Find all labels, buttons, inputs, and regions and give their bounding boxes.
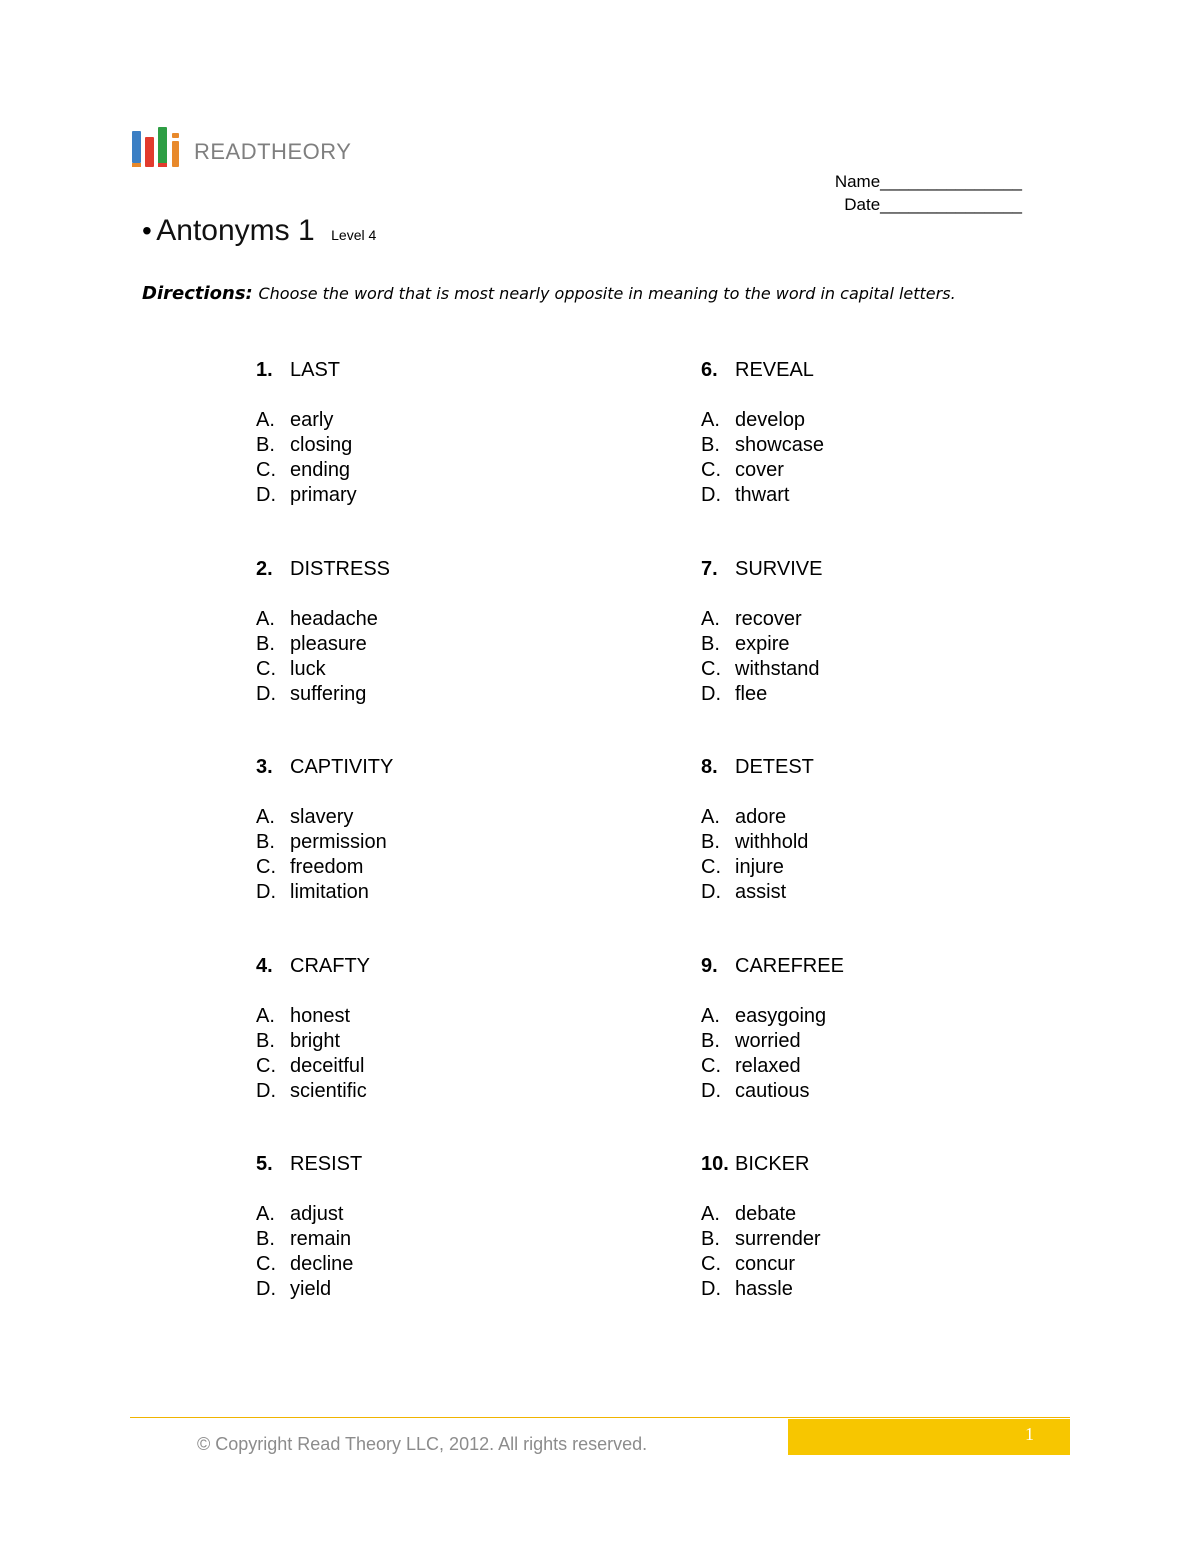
question-head bbox=[256, 755, 576, 780]
option-letter: D. bbox=[256, 1278, 276, 1300]
question-item bbox=[701, 755, 1021, 905]
answer-option bbox=[256, 433, 576, 458]
option-letter: B. bbox=[701, 1228, 720, 1250]
answer-option bbox=[701, 632, 1021, 657]
option-letter: B. bbox=[256, 633, 275, 655]
option-text: ending bbox=[290, 459, 351, 481]
answer-options bbox=[701, 1202, 1021, 1302]
answer-option bbox=[256, 458, 576, 483]
answer-option bbox=[701, 682, 1021, 707]
option-letter: C. bbox=[701, 1253, 721, 1275]
option-letter: D. bbox=[701, 1080, 721, 1102]
question-word: CAPTIVITY bbox=[290, 756, 394, 778]
question-head bbox=[701, 557, 1021, 582]
directions bbox=[142, 283, 956, 304]
option-text: suffering bbox=[290, 683, 367, 705]
option-text: showcase bbox=[735, 434, 824, 456]
question-head bbox=[701, 358, 1021, 383]
question-number: 10. bbox=[701, 1153, 729, 1175]
name-field: Name_______________ bbox=[834, 172, 1022, 191]
answer-options bbox=[701, 408, 1021, 508]
answer-option bbox=[701, 805, 1021, 830]
answer-option bbox=[701, 1079, 1021, 1104]
question-head bbox=[256, 1152, 576, 1177]
option-text: easygoing bbox=[735, 1005, 827, 1027]
answer-option bbox=[256, 483, 576, 508]
option-letter: A. bbox=[701, 409, 720, 431]
option-text: closing bbox=[290, 434, 353, 456]
question-head bbox=[256, 358, 576, 383]
option-letter: A. bbox=[256, 608, 275, 630]
question-number: 9. bbox=[701, 955, 718, 977]
answer-option bbox=[701, 1054, 1021, 1079]
option-text: flee bbox=[735, 683, 768, 705]
question-number: 5. bbox=[256, 1153, 273, 1175]
question-item bbox=[701, 954, 1021, 1104]
answer-options bbox=[701, 607, 1021, 707]
option-letter: C. bbox=[701, 1055, 721, 1077]
title-bullet: • bbox=[142, 215, 152, 246]
option-text: relaxed bbox=[735, 1055, 801, 1077]
option-letter: D. bbox=[256, 683, 276, 705]
option-text: develop bbox=[735, 409, 806, 431]
option-text: worried bbox=[735, 1030, 801, 1052]
answer-option bbox=[701, 1029, 1021, 1054]
question-item bbox=[701, 358, 1021, 508]
option-letter: B. bbox=[701, 434, 720, 456]
option-letter: A. bbox=[701, 806, 720, 828]
question-head bbox=[256, 557, 576, 582]
answer-option bbox=[256, 1202, 576, 1227]
option-letter: A. bbox=[256, 1005, 275, 1027]
option-text: primary bbox=[290, 484, 357, 506]
question-number: 3. bbox=[256, 756, 273, 778]
answer-option bbox=[256, 805, 576, 830]
question-head bbox=[701, 954, 1021, 979]
question-head bbox=[256, 954, 576, 979]
option-text: bright bbox=[290, 1030, 341, 1052]
option-text: thwart bbox=[735, 484, 790, 506]
answer-option bbox=[701, 880, 1021, 905]
option-text: assist bbox=[735, 881, 787, 903]
option-letter: C. bbox=[256, 459, 276, 481]
option-letter: D. bbox=[701, 683, 721, 705]
answer-option bbox=[256, 1054, 576, 1079]
option-letter: C. bbox=[701, 658, 721, 680]
answer-option bbox=[701, 458, 1021, 483]
option-letter: A. bbox=[701, 1005, 720, 1027]
answer-option bbox=[256, 1252, 576, 1277]
question-word: SURVIVE bbox=[735, 558, 823, 580]
option-text: honest bbox=[290, 1005, 351, 1027]
option-letter: A. bbox=[701, 1203, 720, 1225]
date-field: Date_______________ bbox=[844, 195, 1022, 214]
option-letter: A. bbox=[256, 1203, 275, 1225]
question-word: RESIST bbox=[290, 1153, 363, 1175]
copyright-text: © Copyright Read Theory LLC, 2012. All rights reserved. bbox=[197, 1434, 648, 1454]
option-text: slavery bbox=[290, 806, 354, 828]
answer-option bbox=[256, 1227, 576, 1252]
option-letter: B. bbox=[701, 633, 720, 655]
footer-divider bbox=[130, 1417, 1070, 1418]
answer-option bbox=[701, 830, 1021, 855]
option-text: adjust bbox=[290, 1203, 344, 1225]
question-number: 7. bbox=[701, 558, 718, 580]
answer-option bbox=[256, 1079, 576, 1104]
option-text: surrender bbox=[735, 1228, 821, 1250]
question-word: DISTRESS bbox=[290, 558, 391, 580]
question-item bbox=[256, 358, 576, 508]
option-letter: D. bbox=[701, 1278, 721, 1300]
option-letter: C. bbox=[256, 1253, 276, 1275]
option-letter: C. bbox=[256, 1055, 276, 1077]
option-letter: B. bbox=[256, 434, 275, 456]
option-text: permission bbox=[290, 831, 387, 853]
option-text: recover bbox=[735, 608, 802, 630]
answer-option bbox=[256, 632, 576, 657]
answer-options bbox=[701, 1004, 1021, 1104]
directions-label: Directions: bbox=[142, 283, 253, 304]
answer-option bbox=[256, 682, 576, 707]
answer-option bbox=[701, 1004, 1021, 1029]
option-text: concur bbox=[735, 1253, 796, 1275]
option-text: freedom bbox=[290, 856, 364, 878]
question-item bbox=[701, 557, 1021, 707]
question-number: 1. bbox=[256, 359, 273, 381]
option-letter: D. bbox=[701, 484, 721, 506]
directions-text: Choose the word that is most nearly opposite in meaning to the word in capital letters. bbox=[258, 284, 956, 303]
answer-options bbox=[256, 607, 576, 707]
question-item bbox=[701, 1152, 1021, 1302]
option-text: cautious bbox=[735, 1080, 810, 1102]
answer-option bbox=[701, 483, 1021, 508]
option-text: withstand bbox=[735, 658, 820, 680]
page-number: 1 bbox=[1025, 1424, 1034, 1444]
answer-option bbox=[256, 830, 576, 855]
question-word: LAST bbox=[290, 359, 341, 381]
answer-option bbox=[256, 855, 576, 880]
option-text: debate bbox=[735, 1203, 797, 1225]
option-letter: A. bbox=[256, 806, 275, 828]
option-text: deceitful bbox=[290, 1055, 365, 1077]
answer-option bbox=[701, 1277, 1021, 1302]
answer-option bbox=[701, 408, 1021, 433]
option-text: headache bbox=[290, 608, 378, 630]
question-number: 8. bbox=[701, 756, 718, 778]
question-head bbox=[701, 1152, 1021, 1177]
question-word: CRAFTY bbox=[290, 955, 370, 977]
answer-option bbox=[701, 607, 1021, 632]
option-letter: D. bbox=[256, 484, 276, 506]
option-text: decline bbox=[290, 1253, 354, 1275]
answer-option bbox=[256, 1029, 576, 1054]
answer-option bbox=[256, 408, 576, 433]
answer-option bbox=[256, 657, 576, 682]
option-text: early bbox=[290, 409, 334, 431]
option-letter: B. bbox=[256, 831, 275, 853]
question-number: 6. bbox=[701, 359, 718, 381]
answer-option bbox=[256, 607, 576, 632]
option-letter: D. bbox=[701, 881, 721, 903]
name-date-block bbox=[790, 170, 1022, 216]
option-letter: A. bbox=[701, 608, 720, 630]
option-text: remain bbox=[290, 1228, 352, 1250]
option-letter: C. bbox=[256, 658, 276, 680]
option-letter: B. bbox=[256, 1030, 275, 1052]
answer-option bbox=[701, 657, 1021, 682]
answer-option bbox=[701, 855, 1021, 880]
option-text: scientific bbox=[290, 1080, 367, 1102]
option-text: expire bbox=[735, 633, 790, 655]
option-text: adore bbox=[735, 806, 787, 828]
option-text: pleasure bbox=[290, 633, 367, 655]
question-item bbox=[256, 755, 576, 905]
option-letter: C. bbox=[256, 856, 276, 878]
option-text: luck bbox=[290, 658, 326, 680]
option-letter: D. bbox=[256, 881, 276, 903]
level-label: Level 4 bbox=[331, 227, 377, 243]
answer-option bbox=[701, 1252, 1021, 1277]
question-word: CAREFREE bbox=[735, 955, 844, 977]
option-letter: D. bbox=[256, 1080, 276, 1102]
question-item bbox=[256, 954, 576, 1104]
answer-options bbox=[256, 1202, 576, 1302]
option-letter: C. bbox=[701, 856, 721, 878]
option-text: cover bbox=[735, 459, 784, 481]
title-main: Antonyms 1 bbox=[156, 214, 315, 247]
question-head bbox=[701, 755, 1021, 780]
question-number: 4. bbox=[256, 955, 273, 977]
book-stack-icon bbox=[132, 127, 184, 171]
option-text: withhold bbox=[735, 831, 809, 853]
question-word: REVEAL bbox=[735, 359, 814, 381]
answer-option bbox=[701, 1202, 1021, 1227]
answer-options bbox=[256, 408, 576, 508]
option-text: yield bbox=[290, 1278, 332, 1300]
option-letter: B. bbox=[701, 1030, 720, 1052]
option-text: hassle bbox=[735, 1278, 793, 1300]
worksheet-title bbox=[142, 214, 376, 248]
question-number: 2. bbox=[256, 558, 273, 580]
answer-option bbox=[701, 1227, 1021, 1252]
answer-options bbox=[701, 805, 1021, 905]
option-text: limitation bbox=[290, 881, 369, 903]
option-letter: B. bbox=[701, 831, 720, 853]
question-word: BICKER bbox=[735, 1153, 810, 1175]
question-word: DETEST bbox=[735, 756, 814, 778]
option-letter: C. bbox=[701, 459, 721, 481]
answer-options bbox=[256, 805, 576, 905]
option-letter: B. bbox=[256, 1228, 275, 1250]
answer-option bbox=[701, 433, 1021, 458]
brand-name: READTHEORY bbox=[194, 139, 352, 164]
question-item bbox=[256, 1152, 576, 1302]
option-letter: A. bbox=[256, 409, 275, 431]
answer-option bbox=[256, 880, 576, 905]
answer-option bbox=[256, 1277, 576, 1302]
question-item bbox=[256, 557, 576, 707]
answer-options bbox=[256, 1004, 576, 1104]
option-text: injure bbox=[735, 856, 784, 878]
answer-option bbox=[256, 1004, 576, 1029]
